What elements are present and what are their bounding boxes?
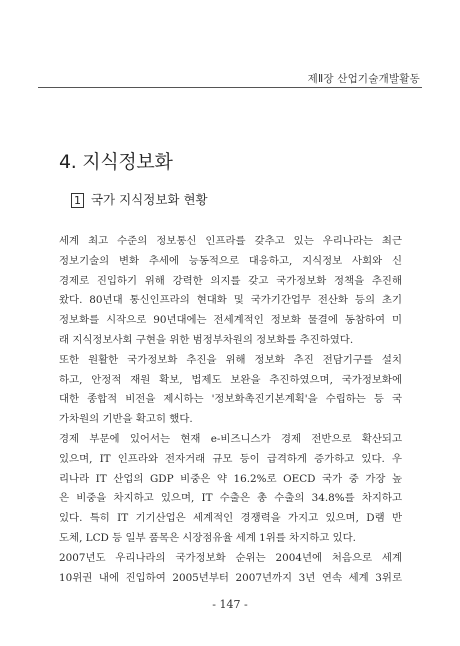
text-line: 래 지식정보사회 구현을 위한 범정부차원의 정보화를 추진하였다.: [59, 333, 354, 346]
text-line: 경제 부문에 있어서는 현재 e-비즈니스가 경제 전반으로 확산되고: [59, 432, 402, 445]
subsection-title: 국가 지식정보화 현황: [90, 192, 208, 207]
header-rule: [38, 87, 422, 88]
text-line: 하고, 안정적 재원 확보, 법제도 보완을 추진하였으며, 국가정보화에: [59, 373, 402, 386]
text-line: 경제로 진입하기 위해 강력한 의지를 갖고 국가정보화 정책을 추진해: [59, 274, 402, 287]
page-number: - 147 -: [212, 598, 248, 611]
text-line: 또한 원활한 국가정보화 추진을 위해 정보화 추진 전담기구를 설치: [59, 353, 402, 366]
text-line: 정보화를 시작으로 90년대에는 전세계적인 정보화 물결에 동참하여 미: [59, 314, 402, 327]
text-line: 있다. 특히 IT 기기산업은 세계적인 경쟁력을 가지고 있으며, D램 반: [59, 512, 402, 525]
section-title: 4. 지식정보화: [59, 151, 173, 173]
text-line: 대한 종합적 비전을 제시하는 '정보화촉진기본계획'을 수립하는 등 국: [59, 393, 402, 406]
text-line: 2007년도 우리나라의 국가정보화 순위는 2004년에 처음으로 세계: [59, 551, 402, 564]
paragraph: [59, 549, 402, 589]
paragraph: [59, 232, 402, 351]
text-line: 리나라 IT 산업의 GDP 비중은 약 16.2%로 OECD 국가 중 가장 높: [59, 472, 402, 485]
text-line: 도체, LCD 등 일부 품목은 시장점유율 세계 1위를 차지하고 있다.: [59, 531, 356, 544]
text-line: 가차원의 기반을 확고히 했다.: [59, 413, 193, 426]
subsection-number-box: 1: [71, 193, 84, 208]
text-line: 세계 최고 수준의 정보통신 인프라를 갖추고 있는 우리나라는 최근: [59, 235, 402, 247]
paragraph: [59, 430, 402, 549]
text-line: 은 비중을 차지하고 있으며, IT 수출은 총 수출의 34.8%를 차지하고: [59, 492, 402, 505]
text-line: 정보기술의 변화 추세에 능동적으로 대응하고, 지식정보 사회와 신: [59, 254, 402, 267]
subsection-heading: [71, 190, 208, 208]
body-text: [59, 232, 402, 588]
running-head: 제Ⅱ장 산업기술개발활동: [307, 73, 420, 85]
text-line: 10위권 내에 진입하여 2005년부터 2007년까지 3년 연속 세계 3위로: [59, 571, 402, 584]
paragraph: [59, 351, 402, 430]
text-line: 있으며, IT 인프라와 전자거래 규모 등이 급격하게 증가하고 있다. 우: [59, 452, 402, 465]
text-line: 왔다. 80년대 통신인프라의 현대화 및 국가기간업무 전산화 등의 초기: [59, 294, 402, 307]
